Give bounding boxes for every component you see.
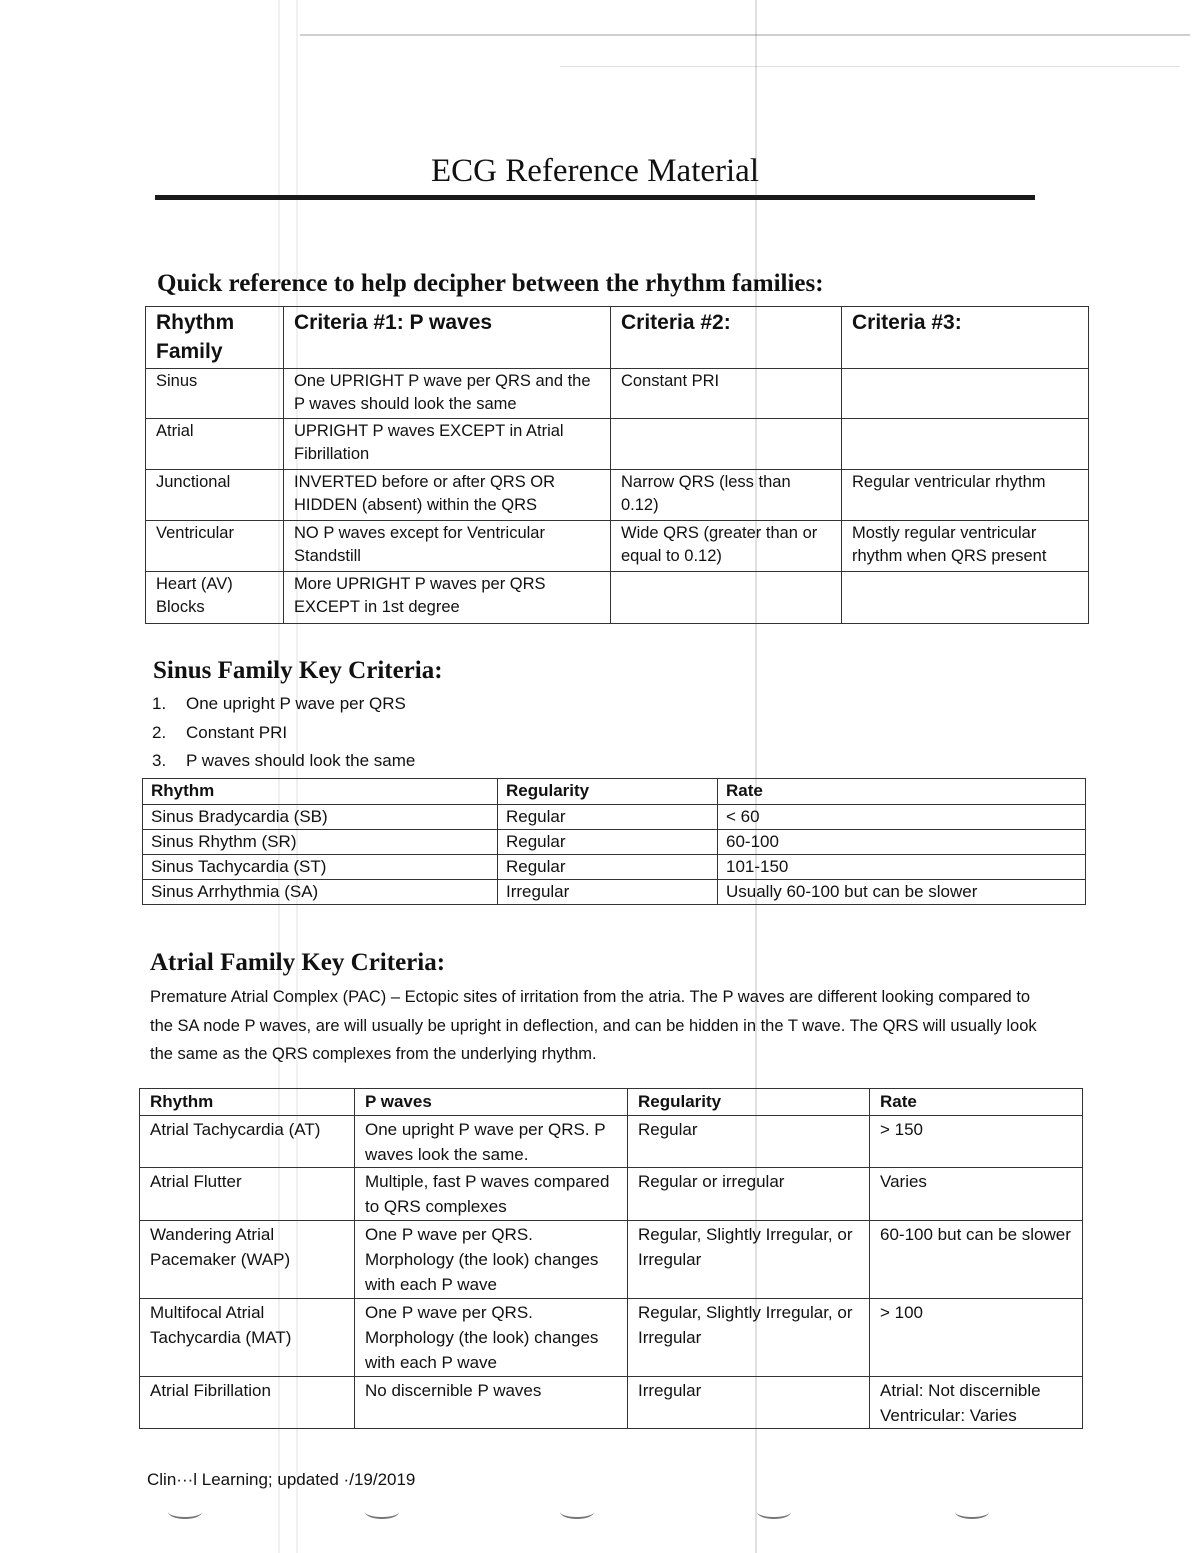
column-header: Rhythm Family: [146, 307, 284, 369]
table-row: [143, 805, 1086, 830]
table-cell-rate: Usually 60-100 but can be slower: [718, 880, 1086, 905]
table-header-row: [140, 1089, 1083, 1116]
table-cell-pwaves: One upright P wave per QRS. P waves look the same.: [355, 1116, 628, 1168]
table-cell-c2: Wide QRS (greater than or equal to 0.12): [611, 521, 842, 572]
table-cell-rhythm: Sinus Rhythm (SR): [143, 830, 498, 855]
atrial-family-heading: Atrial Family Key Criteria:: [150, 949, 446, 976]
table-row: [143, 830, 1086, 855]
table-row: [140, 1116, 1083, 1168]
table-cell-family: Heart (AV) Blocks: [146, 572, 284, 624]
table-cell-c3: [842, 419, 1089, 470]
column-header: Rhythm: [143, 779, 498, 805]
table-cell-c3: Regular ventricular rhythm: [842, 470, 1089, 521]
pac-description: Premature Atrial Complex (PAC) – Ectopic sites of irritation from the atria. The P waves are different looking compared to the SA node P waves, are will usually be upright in deflection, and can be hidden in the T wave. The QRS will usually look the same as the QRS complexes from the underlying rhythm.: [150, 988, 1037, 1063]
table-row: [146, 419, 1089, 470]
sinus-criteria-list: [152, 690, 415, 776]
table-cell-rate: 101-150: [718, 855, 1086, 880]
table-cell-rhythm: Sinus Tachycardia (ST): [143, 855, 498, 880]
table-cell-rate: < 60: [718, 805, 1086, 830]
table-cell-pwaves: No discernible P waves: [355, 1377, 628, 1429]
table-cell-regularity: Regular: [498, 830, 718, 855]
table-cell-family: Sinus: [146, 369, 284, 419]
atrial-rhythms-table: [139, 1088, 1083, 1429]
column-header: Rate: [870, 1089, 1083, 1116]
table-cell-regularity: Regular, Slightly Irregular, or Irregular: [628, 1299, 870, 1377]
table-row: [146, 369, 1089, 419]
column-header: Rhythm: [140, 1089, 355, 1116]
table-cell-family: Atrial: [146, 419, 284, 470]
sinus-rhythms-table: [142, 778, 1086, 905]
table-row: [146, 521, 1089, 572]
table-row: [143, 855, 1086, 880]
table-cell-family: Junctional: [146, 470, 284, 521]
table-cell-regularity: Regular or irregular: [628, 1168, 870, 1221]
table-cell-c1: One UPRIGHT P wave per QRS and the P waves should look the same: [284, 369, 611, 419]
column-header: P waves: [355, 1089, 628, 1116]
table-cell-rhythm: Atrial Tachycardia (AT): [140, 1116, 355, 1168]
table-row: [140, 1377, 1083, 1429]
table-cell-rate: > 100: [870, 1299, 1083, 1377]
criterion-text: One upright P wave per QRS: [186, 694, 406, 713]
table-cell-regularity: Irregular: [498, 880, 718, 905]
table-row: [143, 880, 1086, 905]
column-header: Criteria #2:: [611, 307, 842, 369]
table-row: [146, 572, 1089, 624]
title-rule: [155, 195, 1035, 200]
scan-artifact-mark: [365, 1505, 399, 1519]
table-cell-rhythm: Atrial Fibrillation: [140, 1377, 355, 1429]
table-header-row: [146, 307, 1089, 369]
table-cell-pwaves: Multiple, fast P waves compared to QRS complexes: [355, 1168, 628, 1221]
table-cell-c2: Constant PRI: [611, 369, 842, 419]
list-item: 3. P waves should look the same: [152, 747, 415, 776]
sinus-family-heading: Sinus Family Key Criteria:: [153, 657, 443, 684]
table-cell-c3: Mostly regular ventricular rhythm when QRS present: [842, 521, 1089, 572]
rhythm-families-table: [145, 306, 1089, 624]
quick-reference-heading: Quick reference to help decipher between the rhythm families:: [157, 270, 824, 297]
document-title: ECG Reference Material: [430, 153, 759, 189]
scan-artifact-mark: [560, 1505, 594, 1519]
scan-artifact-mark: [757, 1505, 791, 1519]
scan-artifact-line: [560, 66, 1180, 67]
table-row: [146, 470, 1089, 521]
scan-artifact-mark: [168, 1505, 202, 1519]
table-cell-family: Ventricular: [146, 521, 284, 572]
table-cell-rate: Atrial: Not discernible Ventricular: Varies: [870, 1377, 1083, 1429]
table-row: [140, 1168, 1083, 1221]
table-cell-regularity: Regular: [498, 805, 718, 830]
table-cell-c1: NO P waves except for Ventricular Standstill: [284, 521, 611, 572]
table-cell-rate: 60-100: [718, 830, 1086, 855]
footer-text: Clin···l Learning; updated ·/19/2019: [147, 1470, 416, 1489]
table-cell-c2: Narrow QRS (less than 0.12): [611, 470, 842, 521]
criterion-text: P waves should look the same: [186, 751, 416, 770]
column-header: Regularity: [628, 1089, 870, 1116]
table-cell-c2: [611, 572, 842, 624]
table-header-row: [143, 779, 1086, 805]
column-header: Criteria #1: P waves: [284, 307, 611, 369]
table-cell-pwaves: One P wave per QRS. Morphology (the look) changes with each P wave: [355, 1221, 628, 1299]
criterion-text: Constant PRI: [186, 722, 288, 742]
column-header: Rate: [718, 779, 1086, 805]
table-cell-rhythm: Multifocal Atrial Tachycardia (MAT): [140, 1299, 355, 1377]
table-cell-c2: [611, 419, 842, 470]
table-cell-regularity: Regular, Slightly Irregular, or Irregular: [628, 1221, 870, 1299]
table-cell-regularity: Irregular: [628, 1377, 870, 1429]
table-cell-regularity: Regular: [628, 1116, 870, 1168]
table-cell-rate: 60-100 but can be slower: [870, 1221, 1083, 1299]
table-cell-rhythm: Atrial Flutter: [140, 1168, 355, 1221]
table-cell-rhythm: Wandering Atrial Pacemaker (WAP): [140, 1221, 355, 1299]
table-cell-c1: More UPRIGHT P waves per QRS EXCEPT in 1st degree: [284, 572, 611, 624]
table-cell-c3: [842, 572, 1089, 624]
table-cell-rate: Varies: [870, 1168, 1083, 1221]
table-row: [140, 1221, 1083, 1299]
column-header: Criteria #3:: [842, 307, 1089, 369]
table-cell-regularity: Regular: [498, 855, 718, 880]
table-cell-c3: [842, 369, 1089, 419]
list-item: 2. Constant PRI: [152, 719, 415, 748]
table-cell-c1: UPRIGHT P waves EXCEPT in Atrial Fibrillation: [284, 419, 611, 470]
column-header: Regularity: [498, 779, 718, 805]
scan-artifact-mark: [955, 1505, 989, 1519]
list-item: 1. One upright P wave per QRS: [152, 690, 415, 719]
table-cell-rate: > 150: [870, 1116, 1083, 1168]
table-cell-pwaves: One P wave per QRS. Morphology (the look) changes with each P wave: [355, 1299, 628, 1377]
table-row: [140, 1299, 1083, 1377]
table-cell-rhythm: Sinus Arrhythmia (SA): [143, 880, 498, 905]
table-cell-c1: INVERTED before or after QRS OR HIDDEN (absent) within the QRS: [284, 470, 611, 521]
scan-artifact-line: [300, 34, 1190, 36]
table-cell-rhythm: Sinus Bradycardia (SB): [143, 805, 498, 830]
